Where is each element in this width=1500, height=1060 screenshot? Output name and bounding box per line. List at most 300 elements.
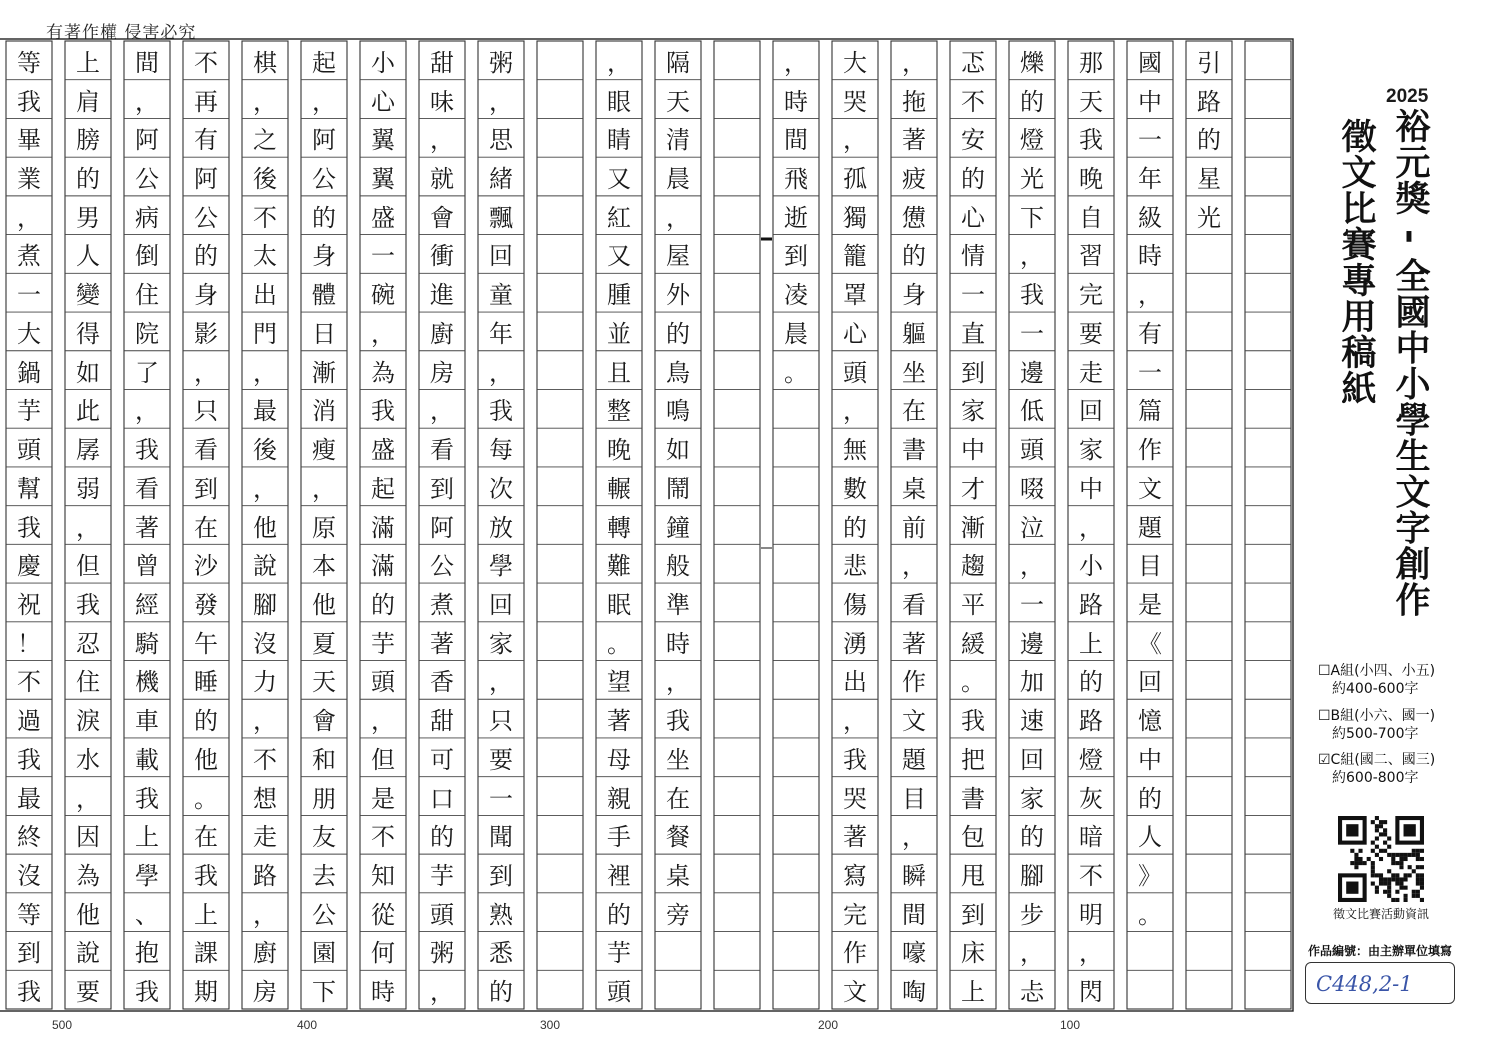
manuscript-char: 盛 <box>371 436 395 465</box>
manuscript-char: 天 <box>312 668 336 697</box>
manuscript-char: 不 <box>371 823 395 852</box>
manuscript-char: 哭 <box>843 87 867 116</box>
manuscript-char: 知 <box>371 862 395 890</box>
manuscript-char: 直 <box>961 319 985 348</box>
manuscript-char: 飄 <box>489 203 513 232</box>
manuscript-char: 中 <box>961 436 985 465</box>
manuscript-char: 明 <box>1079 900 1103 929</box>
manuscript-char: 頭 <box>371 668 395 697</box>
manuscript-char: 悲 <box>843 552 867 581</box>
manuscript-char: ， <box>312 474 336 503</box>
work-number-value: C448,2-1 <box>1316 972 1413 996</box>
manuscript-char: 我 <box>17 87 41 116</box>
manuscript-char: 一 <box>17 281 41 310</box>
manuscript-char: 瘦 <box>312 436 336 465</box>
manuscript-char: 親 <box>607 784 631 813</box>
work-number-label: 作品編號：由主辦單位填寫 <box>1308 944 1453 958</box>
manuscript-char: 變 <box>76 281 100 310</box>
manuscript-char: 滿 <box>371 552 395 581</box>
count-marker-label: 500 <box>52 1018 73 1032</box>
manuscript-char: 一 <box>1020 590 1044 619</box>
manuscript-char: 燈 <box>1079 745 1103 774</box>
manuscript-char: 起 <box>312 48 336 77</box>
manuscript-char: 忍 <box>76 629 100 658</box>
manuscript-char: 回 <box>1138 668 1162 697</box>
manuscript-char: 孱 <box>76 436 100 465</box>
manuscript-char: 作 <box>843 939 867 968</box>
manuscript-char: 滿 <box>371 513 395 542</box>
manuscript-char: 過 <box>17 707 41 736</box>
manuscript-char: 只 <box>194 397 218 426</box>
manuscript-char: 的 <box>194 242 218 271</box>
manuscript-char: 慶 <box>17 552 41 581</box>
manuscript-char: 但 <box>371 745 395 774</box>
manuscript-char: 的 <box>1197 126 1221 155</box>
manuscript-char: 時 <box>666 629 690 658</box>
group-a-range: 約400-600字 <box>1332 681 1419 697</box>
manuscript-char: 時 <box>1138 242 1162 271</box>
group-option-b <box>1318 707 1435 743</box>
manuscript-char: 香 <box>430 668 454 697</box>
manuscript-char: 腫 <box>607 281 631 310</box>
manuscript-char: 廚 <box>253 939 277 968</box>
manuscript-char: 上 <box>961 978 985 1007</box>
manuscript-char: 那 <box>1079 48 1103 77</box>
manuscript-char: 的 <box>371 590 395 619</box>
manuscript-char: 粥 <box>489 48 513 77</box>
manuscript-char: 住 <box>76 668 100 697</box>
manuscript-char: 嚎 <box>902 939 926 968</box>
group-c-label: ☑C組(國二、國三) <box>1318 752 1436 768</box>
manuscript-char: 煮 <box>17 242 41 271</box>
manuscript-char: 淚 <box>76 707 100 736</box>
manuscript-char: 一 <box>1138 358 1162 387</box>
count-marker-label: 200 <box>818 1018 839 1032</box>
manuscript-char: 本 <box>312 552 336 581</box>
manuscript-char: 裡 <box>607 862 631 890</box>
manuscript-char: ， <box>1020 552 1044 581</box>
manuscript-char: 午 <box>194 629 218 658</box>
manuscript-char: 的 <box>607 900 631 929</box>
manuscript-char: 業 <box>17 165 41 194</box>
manuscript-char: ， <box>253 474 277 503</box>
manuscript-char: 和 <box>312 745 336 774</box>
manuscript-char: 廚 <box>430 319 454 348</box>
manuscript-char: 何 <box>371 939 395 968</box>
manuscript-char: 忑 <box>961 48 985 77</box>
manuscript-char: 要 <box>1079 319 1103 348</box>
manuscript-char: ， <box>253 87 277 116</box>
manuscript-char: 的 <box>312 203 336 232</box>
manuscript-char: 只 <box>489 707 513 736</box>
manuscript-char: 天 <box>1079 87 1103 116</box>
manuscript-char: 著 <box>607 707 631 736</box>
manuscript-char: 回 <box>489 242 513 271</box>
manuscript-char: 一 <box>1138 126 1162 155</box>
contest-title: 裕元獎 - 全國中小學生文字創作 <box>1390 108 1430 618</box>
manuscript-char: 房 <box>430 358 454 387</box>
manuscript-char: 書 <box>961 784 985 813</box>
manuscript-char: 腳 <box>253 590 277 619</box>
manuscript-column <box>950 41 996 1009</box>
manuscript-char: 飛 <box>784 165 808 194</box>
manuscript-char: 紅 <box>607 203 631 232</box>
manuscript-column <box>419 41 465 1009</box>
manuscript-char: 軀 <box>902 319 926 348</box>
manuscript-char: 但 <box>76 552 100 581</box>
manuscript-char: 晨 <box>666 165 690 194</box>
manuscript-char: 倒 <box>135 242 159 271</box>
manuscript-char: 。 <box>784 358 808 387</box>
manuscript-char: 起 <box>371 474 395 503</box>
manuscript-char: 粥 <box>430 939 454 968</box>
manuscript-char: 沒 <box>253 629 277 658</box>
manuscript-char: 後 <box>253 436 277 465</box>
manuscript-char: 時 <box>784 87 808 116</box>
manuscript-column <box>242 41 288 1009</box>
manuscript-char: 出 <box>843 668 867 697</box>
manuscript-char: 小 <box>1079 552 1103 581</box>
manuscript-char: 課 <box>194 939 218 968</box>
manuscript-char: 弱 <box>76 474 100 503</box>
manuscript-char: 路 <box>1197 87 1221 116</box>
manuscript-char: 公 <box>430 552 454 581</box>
manuscript-char: 影 <box>194 319 218 348</box>
manuscript-char: 凌 <box>784 281 808 310</box>
manuscript-column <box>301 41 347 1009</box>
manuscript-char: 篇 <box>1138 397 1162 426</box>
manuscript-char: 包 <box>961 823 985 852</box>
manuscript-char: 、 <box>135 900 159 929</box>
manuscript-char: 我 <box>135 978 159 1007</box>
manuscript-char: 邊 <box>1020 358 1044 387</box>
manuscript-char: 出 <box>253 281 277 310</box>
manuscript-char: 阿 <box>312 126 336 155</box>
manuscript-char: 到 <box>489 862 513 890</box>
manuscript-char: 次 <box>489 474 513 503</box>
manuscript-char: 他 <box>76 900 100 929</box>
manuscript-char: 難 <box>607 552 631 581</box>
manuscript-char: 不 <box>253 745 277 774</box>
manuscript-char: 的 <box>194 707 218 736</box>
manuscript-char: 泣 <box>1020 513 1044 542</box>
manuscript-char: 晚 <box>1079 165 1103 194</box>
manuscript-char: 心 <box>371 87 395 116</box>
manuscript-char: 憶 <box>1138 707 1162 736</box>
manuscript-char: 寫 <box>843 862 867 890</box>
manuscript-char: 《 <box>1138 629 1162 658</box>
count-marker-label: 300 <box>540 1018 561 1032</box>
manuscript-char: 時 <box>371 978 395 1007</box>
manuscript-char: 的 <box>902 242 926 271</box>
manuscript-char: 住 <box>135 281 159 310</box>
manuscript-char: 甜 <box>430 48 454 77</box>
manuscript-char: 的 <box>1020 87 1044 116</box>
manuscript-char: 友 <box>312 823 336 852</box>
manuscript-char: 是 <box>371 784 395 813</box>
manuscript-char: 睛 <box>607 126 631 155</box>
manuscript-char: 後 <box>253 165 277 194</box>
manuscript-char: 上 <box>194 900 218 929</box>
manuscript-char: 阿 <box>135 126 159 155</box>
manuscript-char: 從 <box>371 900 395 929</box>
manuscript-char: 要 <box>76 978 100 1007</box>
manuscript-char: 我 <box>17 978 41 1007</box>
manuscript-char: 煮 <box>430 590 454 619</box>
manuscript-char: 鐘 <box>666 513 690 542</box>
manuscript-char: 想 <box>253 784 277 813</box>
manuscript-char: 下 <box>1020 203 1044 232</box>
manuscript-char: 啕 <box>902 978 926 1007</box>
manuscript-char: ， <box>843 126 867 155</box>
manuscript-char: ， <box>489 358 513 387</box>
manuscript-char: 芋 <box>430 862 454 890</box>
manuscript-char: 完 <box>843 900 867 929</box>
copyright-notice: 有著作權 侵害必究 <box>46 23 197 43</box>
manuscript-char: 暗 <box>1079 823 1103 852</box>
manuscript-char: 湧 <box>843 629 867 658</box>
manuscript-char: 病 <box>135 203 159 232</box>
manuscript-char: 光 <box>1197 203 1221 232</box>
manuscript-char: 著 <box>902 126 926 155</box>
manuscript-char: 消 <box>312 397 336 426</box>
manuscript-char: 家 <box>1079 436 1103 465</box>
manuscript-char: 路 <box>253 862 277 890</box>
manuscript-char: 身 <box>902 281 926 310</box>
manuscript-char: 情 <box>961 242 985 271</box>
manuscript-char: 疲 <box>902 165 926 194</box>
manuscript-char: 上 <box>76 48 100 77</box>
manuscript-char: 如 <box>666 436 690 465</box>
manuscript-char: 太 <box>253 242 277 271</box>
manuscript-char: 再 <box>194 87 218 116</box>
manuscript-char: 衝 <box>430 242 454 271</box>
manuscript-char: 緩 <box>961 629 985 658</box>
manuscript-char: ， <box>76 784 100 813</box>
manuscript-char: 的 <box>843 513 867 542</box>
group-a-label: ☐A組(小四、小五) <box>1318 663 1436 679</box>
manuscript-char: 在 <box>194 823 218 852</box>
manuscript-char: 引 <box>1197 48 1221 77</box>
manuscript-char: 的 <box>1079 668 1103 697</box>
manuscript-char: ， <box>489 87 513 116</box>
manuscript-char: 級 <box>1138 203 1162 232</box>
manuscript-char: 國 <box>1138 48 1162 77</box>
manuscript-char: 公 <box>135 165 159 194</box>
manuscript-char: ， <box>430 126 454 155</box>
manuscript-char: ， <box>312 87 336 116</box>
manuscript-char: 隔 <box>666 48 690 77</box>
manuscript-char: 眠 <box>607 590 631 619</box>
manuscript-char: 題 <box>902 745 926 774</box>
manuscript-char: ， <box>194 358 218 387</box>
manuscript-char: 小 <box>371 48 395 77</box>
manuscript-char: 著 <box>843 823 867 852</box>
manuscript-char: ， <box>371 319 395 348</box>
manuscript-char: 又 <box>607 242 631 271</box>
manuscript-char: 回 <box>1079 397 1103 426</box>
manuscript-char: 安 <box>961 126 985 155</box>
manuscript-char: 在 <box>666 784 690 813</box>
manuscript-char: ， <box>902 48 926 77</box>
manuscript-char: 夏 <box>312 629 336 658</box>
manuscript-char: 我 <box>843 745 867 774</box>
manuscript-char: 最 <box>253 397 277 426</box>
manuscript-char: 體 <box>312 281 336 310</box>
manuscript-char: 。 <box>607 629 631 658</box>
manuscript-char: 我 <box>194 862 218 890</box>
count-marker-label: 100 <box>1060 1018 1081 1032</box>
manuscript-char: 甜 <box>430 707 454 736</box>
manuscript-char: 的 <box>430 823 454 852</box>
manuscript-char: 去 <box>312 862 336 890</box>
manuscript-char: 的 <box>961 165 985 194</box>
manuscript-char: 間 <box>135 48 159 77</box>
manuscript-char: 著 <box>430 629 454 658</box>
manuscript-char: 的 <box>489 978 513 1007</box>
manuscript-char: 在 <box>194 513 218 542</box>
manuscript-char: 車 <box>135 707 159 736</box>
manuscript-char: 不 <box>194 48 218 77</box>
manuscript-char: ， <box>489 668 513 697</box>
manuscript-char: ， <box>666 203 690 232</box>
manuscript-char: 了 <box>135 358 159 387</box>
manuscript-char: 作 <box>1138 436 1162 465</box>
manuscript-char: 。 <box>1138 900 1162 929</box>
manuscript-char: 翼 <box>371 126 395 155</box>
manuscript-char: 他 <box>194 745 218 774</box>
manuscript-char: 學 <box>135 862 159 890</box>
manuscript-char: 肩 <box>76 87 100 116</box>
manuscript-char: 頭 <box>1020 436 1044 465</box>
manuscript-char: 星 <box>1197 165 1221 194</box>
manuscript-column <box>1186 41 1232 1009</box>
manuscript-char: ， <box>76 513 100 542</box>
manuscript-char: 走 <box>253 823 277 852</box>
manuscript-char: ， <box>902 552 926 581</box>
manuscript-char: 他 <box>312 590 336 619</box>
manuscript-char: 數 <box>843 474 867 503</box>
manuscript-char: 望 <box>607 668 631 697</box>
manuscript-char: 學 <box>489 552 513 581</box>
manuscript-char: 間 <box>902 900 926 929</box>
manuscript-char: 的 <box>1020 823 1044 852</box>
manuscript-char: 大 <box>843 48 867 77</box>
manuscript-char: 速 <box>1020 707 1044 736</box>
manuscript-char: 如 <box>76 358 100 387</box>
manuscript-column <box>360 41 406 1009</box>
manuscript-char: 準 <box>666 590 690 619</box>
manuscript-char: 看 <box>430 436 454 465</box>
manuscript-char: 閃 <box>1079 978 1103 1007</box>
manuscript-char: 路 <box>1079 590 1103 619</box>
manuscript-char: 心 <box>843 319 867 348</box>
manuscript-char: 進 <box>430 281 454 310</box>
manuscript-char: 幫 <box>17 474 41 503</box>
manuscript-column <box>1245 41 1291 1009</box>
manuscript-char: 孤 <box>843 165 867 194</box>
manuscript-char: 上 <box>135 823 159 852</box>
group-b-label: ☐B組(小六、國一) <box>1318 708 1436 724</box>
manuscript-char: 為 <box>76 862 100 890</box>
group-option-c <box>1318 751 1435 787</box>
manuscript-char: 園 <box>312 939 336 968</box>
manuscript-char: 手 <box>607 823 631 852</box>
manuscript-char: 且 <box>607 358 631 387</box>
manuscript-char: 頭 <box>17 436 41 465</box>
manuscript-column <box>6 41 52 1009</box>
manuscript-char: 公 <box>312 165 336 194</box>
manuscript-char: 頭 <box>607 978 631 1007</box>
contest-year: 2025 <box>1386 86 1429 107</box>
manuscript-char: 我 <box>1079 126 1103 155</box>
manuscript-column <box>478 41 524 1009</box>
manuscript-column <box>537 41 583 1009</box>
manuscript-char: 在 <box>902 397 926 426</box>
count-marker-label: 400 <box>297 1018 318 1032</box>
manuscript-char: 阿 <box>430 513 454 542</box>
manuscript-char: 祝 <box>17 590 41 619</box>
manuscript-char: 載 <box>135 745 159 774</box>
manuscript-char: 又 <box>607 165 631 194</box>
manuscript-char: 習 <box>1079 242 1103 271</box>
manuscript-char: 》 <box>1138 862 1162 890</box>
manuscript-char: ！ <box>17 629 41 658</box>
manuscript-char: 院 <box>135 319 159 348</box>
manuscript-char: ， <box>843 397 867 426</box>
manuscript-column <box>655 41 701 1009</box>
manuscript-char: ， <box>371 707 395 736</box>
manuscript-column <box>891 41 937 1009</box>
group-option-a <box>1318 662 1435 698</box>
manuscript-char: 到 <box>17 939 41 968</box>
manuscript-char: 房 <box>253 978 277 1007</box>
manuscript-char: 看 <box>902 590 926 619</box>
manuscript-char: 桌 <box>902 474 926 503</box>
manuscript-char: 漸 <box>961 513 985 542</box>
manuscript-char: 一 <box>961 281 985 310</box>
manuscript-char: 身 <box>194 281 218 310</box>
manuscript-char: 。 <box>961 668 985 697</box>
manuscript-char: 就 <box>430 165 454 194</box>
manuscript-char: 不 <box>17 668 41 697</box>
manuscript-char: 睡 <box>194 668 218 697</box>
manuscript-char: ， <box>253 707 277 736</box>
manuscript-column <box>714 41 760 1009</box>
manuscript-char: 眼 <box>607 87 631 116</box>
contest-subtitle: 徵文比賽專用稿紙 <box>1336 118 1376 406</box>
manuscript-char: 人 <box>76 242 100 271</box>
manuscript-char: 熟 <box>489 900 513 929</box>
manuscript-char: 路 <box>1079 707 1103 736</box>
manuscript-char: 餐 <box>666 823 690 852</box>
manuscript-char: 回 <box>489 590 513 619</box>
manuscript-char: 芋 <box>371 629 395 658</box>
manuscript-char: 到 <box>430 474 454 503</box>
manuscript-char: 一 <box>489 784 513 813</box>
manuscript-char: 整 <box>607 397 631 426</box>
manuscript-char: 一 <box>371 242 395 271</box>
manuscript-char: 書 <box>902 436 926 465</box>
manuscript-char: 之 <box>253 126 277 155</box>
manuscript-char: 期 <box>194 978 218 1007</box>
manuscript-char: 我 <box>17 513 41 542</box>
manuscript-char: 悉 <box>489 939 513 968</box>
manuscript-char: 床 <box>961 939 985 968</box>
manuscript-char: 步 <box>1020 900 1044 929</box>
manuscript-char: 自 <box>1079 203 1103 232</box>
manuscript-char: 頭 <box>430 900 454 929</box>
